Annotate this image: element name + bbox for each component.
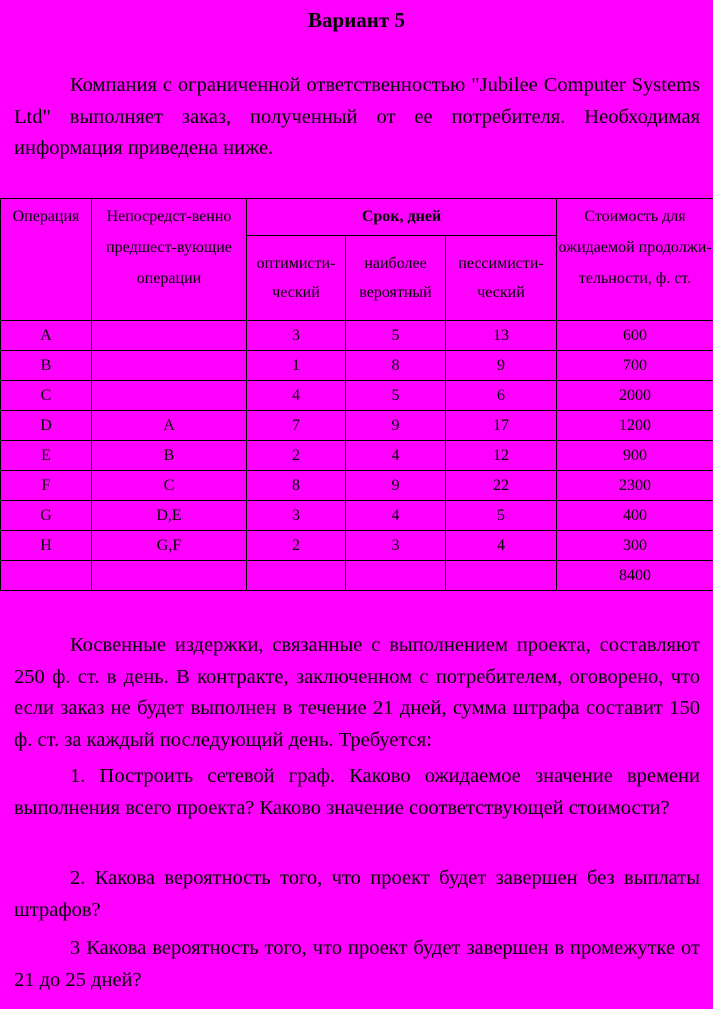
table-cell [92, 351, 247, 381]
header-optimistic: оптимисти-ческий [247, 236, 346, 321]
table-cell: C [1, 381, 92, 411]
table-cell [346, 561, 446, 591]
table-cell: 3 [346, 531, 446, 561]
table-cell: G,F [92, 531, 247, 561]
table-cell: 2 [247, 531, 346, 561]
table-cell: 2 [247, 441, 346, 471]
task-1: 1. Построить сетевой граф. Каково ожидаемое значение времени выполнения всего проекта? Каково значение соответствующей стоимости? [14, 765, 700, 819]
table-cell: 8400 [557, 561, 713, 591]
table-cell: 5 [346, 381, 446, 411]
task-3: 3 Какова вероятность того, что проект будет завершен в промежутке от 21 до 25 дней? [14, 937, 700, 991]
table-cell: 600 [557, 321, 713, 351]
table-cell: 6 [446, 381, 557, 411]
table-cell: 5 [346, 321, 446, 351]
table-cell [92, 561, 247, 591]
table-cell: 700 [557, 351, 713, 381]
table-cell: H [1, 531, 92, 561]
table-cell: A [92, 411, 247, 441]
table-cell: G [1, 501, 92, 531]
table-cell: E [1, 441, 92, 471]
table-cell: 8 [247, 471, 346, 501]
table-cell: 3 [247, 321, 346, 351]
table-row [1, 501, 713, 531]
table-row [1, 321, 713, 351]
table-cell: 12 [446, 441, 557, 471]
table-row [1, 561, 713, 591]
table-cell: D,E [92, 501, 247, 531]
table-row [1, 441, 713, 471]
header-cost: Стоимость для ожидаемой продолжи-тельности, ф. ст. [557, 199, 713, 321]
table-cell: 4 [247, 381, 346, 411]
table-cell: 9 [346, 471, 446, 501]
table-cell: 4 [346, 501, 446, 531]
task-2: 2. Какова вероятность того, что проект будет завершен без выплаты штрафов? [14, 867, 700, 921]
table-cell: B [1, 351, 92, 381]
table-cell: 22 [446, 471, 557, 501]
table-cell: 4 [446, 531, 557, 561]
costs-paragraph: Косвенные издержки, связанные с выполнением проекта, составляют 250 ф. ст. в день. В контракте, заключенном с потребителем, оговорено, что если заказ не будет выполнен в течение 21 дней, сумма штрафа составит 150 ф. ст. за каждый последующий день. Требуется: [14, 634, 700, 751]
table-cell: 4 [346, 441, 446, 471]
table-cell: 900 [557, 441, 713, 471]
table-row [1, 381, 713, 411]
table-cell: 8 [346, 351, 446, 381]
table-cell [247, 561, 346, 591]
table-cell: 1 [247, 351, 346, 381]
table-cell: 1200 [557, 411, 713, 441]
table-cell [446, 561, 557, 591]
table-cell: F [1, 471, 92, 501]
table-cell: 9 [446, 351, 557, 381]
table-cell: 300 [557, 531, 713, 561]
table-row [1, 411, 713, 441]
table-cell: 9 [346, 411, 446, 441]
table-row [1, 471, 713, 501]
table-cell: 13 [446, 321, 557, 351]
table-cell [92, 381, 247, 411]
table-cell: 2000 [557, 381, 713, 411]
table-cell: D [1, 411, 92, 441]
intro-paragraph: Компания с ограниченной ответственностью "Jubilee Computer Systems Ltd" выполняет заказ, полученный от ее потребителя. Необходимая информация приведена ниже. [14, 74, 700, 159]
table-row [1, 351, 713, 381]
table-cell [92, 321, 247, 351]
table-cell: C [92, 471, 247, 501]
table-cell: 3 [247, 501, 346, 531]
header-predecessors: Непосредст-венно предшест-вующие операции [92, 199, 247, 321]
page-title: Вариант 5 [308, 8, 405, 32]
data-table [0, 198, 713, 591]
table-cell: B [92, 441, 247, 471]
table-cell: 17 [446, 411, 557, 441]
table-row [1, 531, 713, 561]
header-likely: наиболее вероятный [346, 236, 446, 321]
table-cell: 2300 [557, 471, 713, 501]
header-duration: Срок, дней [247, 199, 557, 236]
table-cell: 7 [247, 411, 346, 441]
table-cell: 400 [557, 501, 713, 531]
table-cell: A [1, 321, 92, 351]
table-cell: 5 [446, 501, 557, 531]
table-cell [1, 561, 92, 591]
header-operation: Операция [1, 199, 92, 321]
header-pessimistic: пессимисти-ческий [446, 236, 557, 321]
